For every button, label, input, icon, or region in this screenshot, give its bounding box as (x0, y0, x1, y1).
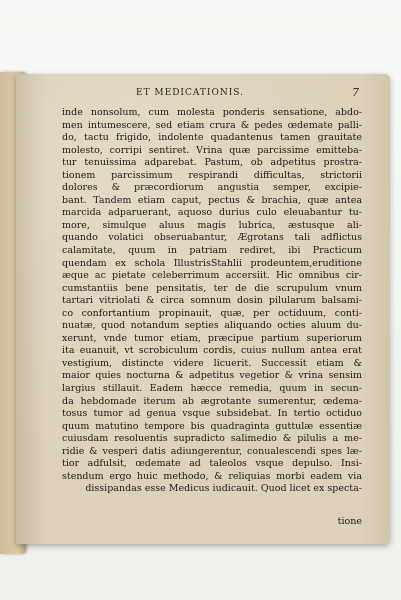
book-page (16, 74, 390, 544)
text-line: maior quies nocturna & adpetitus vegetior & vrina sensim (62, 370, 362, 382)
text-line: nuatæ, quod notandum septies aliquando octies aluum du- (62, 320, 362, 332)
text-line: inde nonsolum, cum molesta ponderis sensatione, abdo- (62, 107, 362, 118)
text-line: æque ac pietate celeberrimum accersiit. Hic omnibus cir- (62, 270, 362, 282)
text-line: xerunt, vnde tumor etiam, præcipue partium superiorum (62, 332, 362, 344)
text-line: more, simulque aluus magis lubrica, æstusque ali- (62, 219, 362, 231)
text-line: vestigium, distincte videre licuerit. Successit etiam & (62, 357, 362, 369)
body-text (62, 107, 362, 496)
text-line: dissipandas esse Medicus iudicauit. Quod licet ex specta- (85, 483, 362, 495)
text-line: da hebdomade iterum ab ægrotante sumerentur, œdema- (62, 395, 362, 407)
text-line: co confortantium propinauit, quæ, per octiduum, conti- (62, 307, 362, 319)
text-line: quendam ex schola IllustrisStahlii prodeuntem,eruditione (62, 257, 362, 269)
text-line: bant. Tandem etiam caput, pectus & brachia, quæ antea (62, 194, 362, 206)
page-number: 7 (352, 86, 360, 99)
text-line: tionem parcissimum respirandi difficultas, strictorii (62, 169, 362, 181)
running-head: ET MEDICATIONIS. (136, 88, 244, 98)
text-line: cumstantiis bene pensitatis, ter de die scrupulum vnum (62, 282, 362, 294)
text-line: marcida adparuerant, aquoso durius culo eleuabantur tu- (62, 207, 362, 219)
text-line: ita euanuit, vt scrobiculum cordis, cuius nullum antea erat (62, 345, 362, 357)
text-line: tartari vitriolati & circa somnum dosin pilularum balsami- (62, 295, 362, 307)
text-line: do, tactu frigido, indolente quadantenus tamen grauitate (62, 132, 362, 144)
text-line: men intumescere, sed etiam crura & pedes œdemate palli- (62, 119, 362, 131)
text-line: tosus tumor ad genua vsque subsidebat. In tertio octiduo (62, 408, 362, 420)
text-line: calamitate, quum in patriam rediret, ibi Practicum (62, 245, 362, 257)
text-line: quum matutino tempore bis quadraginta guttulæ essentiæ (62, 420, 362, 432)
text-line: dolores & præcordiorum angustia semper, excipie- (62, 182, 362, 194)
catchword: tione (337, 516, 362, 527)
text-line: largius stillauit. Eadem hæcce remedia, quum in secun- (62, 383, 362, 395)
text-line: tior adfulsit, œdemate ad taleolos vsque depulso. Insi- (62, 458, 362, 470)
page-header (16, 88, 390, 102)
text-line: tur tenuissima adparebat. Pastum, ob adpetitus prostra- (62, 157, 362, 169)
text-line: stendum ergo huic methodo, & reliquias morbi eadem via (62, 470, 362, 482)
text-line: molesto, corripi sentiret. Vrina quæ parcissime emitteba- (62, 144, 362, 156)
text-line: cuiusdam resoluentis supradicto salimedio & pilulis a me- (62, 433, 362, 445)
text-line: ridie & vesperi datis adiungerentur, conualescendi spes læ- (62, 445, 362, 457)
text-line: quando volatici obseruabantur, Ægrotans tali adflictus (62, 232, 362, 244)
